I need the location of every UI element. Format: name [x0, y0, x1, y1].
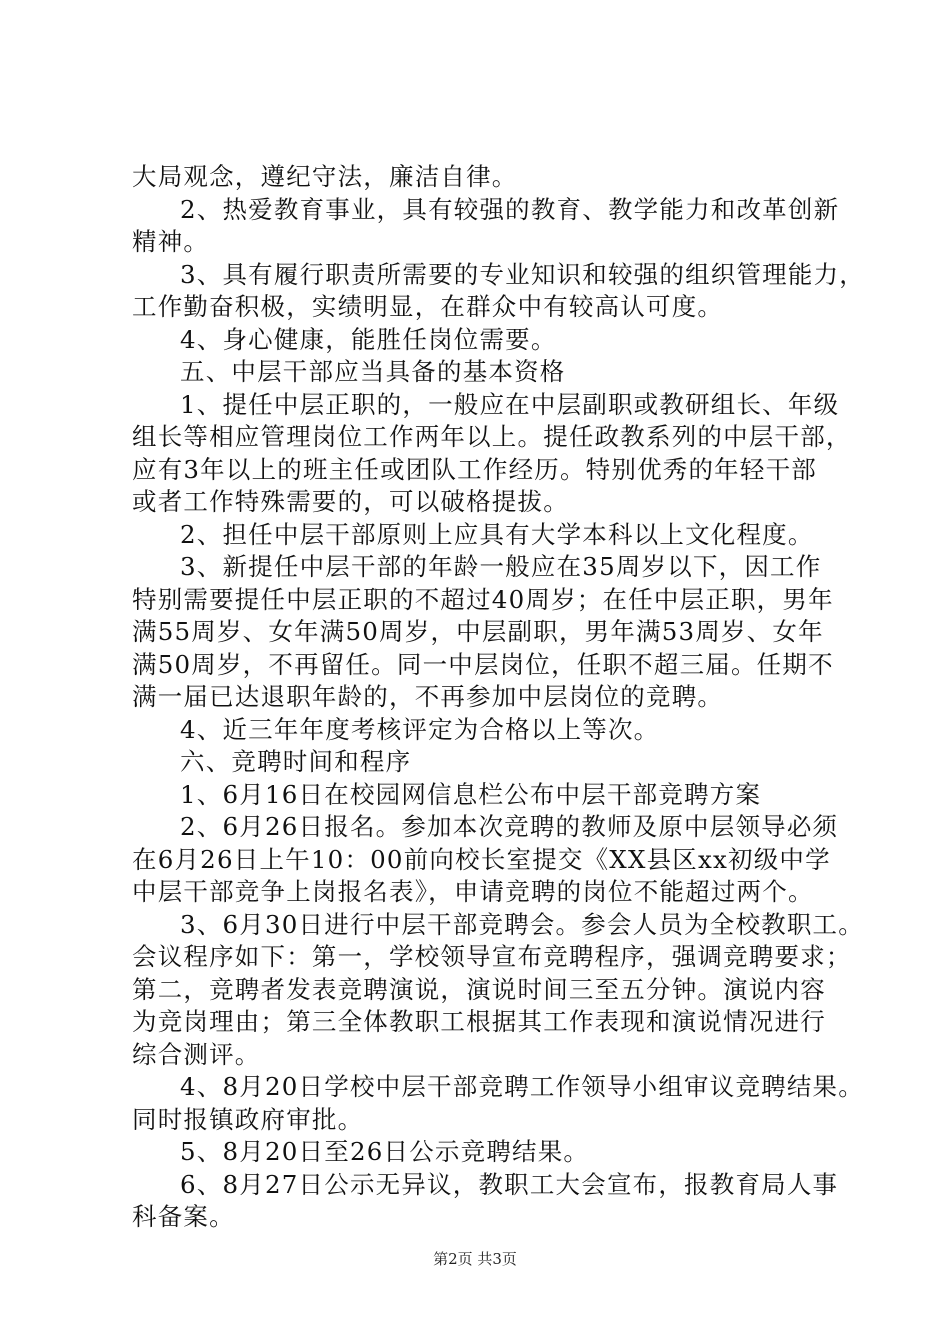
text-line: 2、担任中层干部原则上应具有大学本科以上文化程度。 [180, 519, 814, 549]
text-line: 精神。 [132, 227, 210, 256]
text-line: 满50周岁，不再留任。同一中层岗位，任职不超三届。任期不 [132, 649, 834, 679]
text-line: 4、8月20日学校中层干部竞聘工作领导小组审议竞聘结果。 [180, 1072, 864, 1101]
text-line: 为竞岗理由；第三全体教职工根据其工作表现和演说情况进行 [132, 1007, 826, 1036]
text-line: 组长等相应管理岗位工作两年以上。提任政教系列的中层干部， [132, 422, 852, 451]
text-line: 在6月26日上午10：00前向校长室提交《XX县区xx初级中学 [132, 844, 831, 874]
text-line: 同时报镇政府审批。 [132, 1104, 364, 1134]
text-line: 工作勤奋积极，实绩明显，在群众中有较高认可度。 [132, 292, 724, 321]
text-line: 4、近三年年度考核评定为合格以上等次。 [180, 714, 660, 744]
section-heading: 六、竞聘时间和程序 [180, 747, 412, 776]
text-line: 中层干部竞争上岗报名表》，申请竞聘的岗位不能超过两个。 [132, 877, 814, 906]
text-line: 满一届已达退职年龄的，不再参加中层岗位的竞聘。 [132, 682, 724, 711]
text-line: 2、热爱教育事业，具有较强的教育、教学能力和改革创新 [180, 194, 840, 224]
text-line: 1、提任中层正职的，一般应在中层副职或教研组长、年级 [180, 389, 840, 419]
text-line: 3、新提任中层干部的年龄一般应在35周岁以下，因工作 [180, 552, 822, 581]
text-line: 2、6月26日报名。参加本次竞聘的教师及原中层领导必须 [180, 812, 839, 841]
text-line: 大局观念，遵纪守法，廉洁自律。 [132, 162, 518, 191]
text-line: 1、6月16日在校园网信息栏公布中层干部竞聘方案 [180, 779, 762, 809]
text-line: 第二，竞聘者发表竞聘演说，演说时间三至五分钟。演说内容 [132, 974, 826, 1004]
text-line: 5、8月20日至26日公示竞聘结果。 [180, 1137, 590, 1166]
text-line: 满55周岁、女年满50周岁，中层副职，男年满53周岁、女年 [132, 617, 824, 646]
text-line: 应有3年以上的班主任或团队工作经历。特别优秀的年轻干部 [132, 454, 817, 484]
text-line: 3、6月30日进行中层干部竞聘会。参会人员为全校教职工。 [180, 909, 864, 939]
text-line: 科备案。 [132, 1202, 235, 1231]
text-line: 6、8月27日公示无异议，教职工大会宣布，报教育局人事 [180, 1169, 839, 1199]
section-heading: 五、中层干部应当具备的基本资格 [180, 357, 566, 386]
text-line: 或者工作特殊需要的，可以破格提拔。 [132, 487, 569, 516]
text-line: 会议程序如下：第一，学校领导宣布竞聘程序，强调竞聘要求； [132, 942, 852, 971]
text-line: 4、身心健康，能胜任岗位需要。 [180, 324, 557, 354]
text-line: 特别需要提任中层正职的不超过40周岁；在任中层正职，男年 [132, 584, 834, 614]
text-line: 3、具有履行职责所需要的专业知识和较强的组织管理能力， [180, 259, 865, 289]
text-line: 综合测评。 [132, 1039, 261, 1069]
page-number-footer: 第2页 共3页 [433, 1250, 517, 1268]
